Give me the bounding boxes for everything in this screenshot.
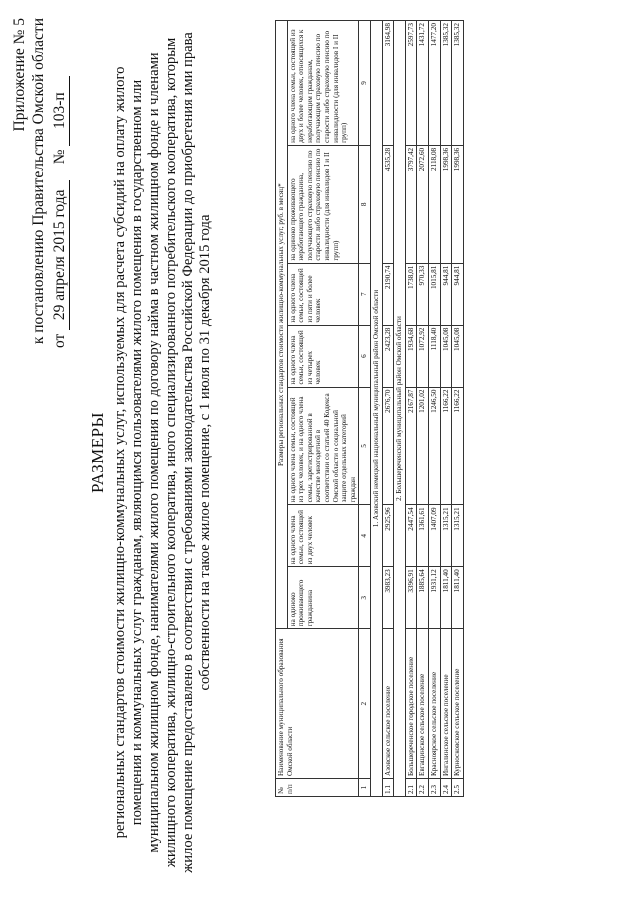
value-cell: 3797,42 (405, 145, 417, 263)
value-cell: 3164,98 (382, 21, 394, 146)
section-row (370, 21, 382, 797)
value-cell: 2676,70 (382, 387, 394, 505)
standards-table (275, 20, 464, 797)
value-cell: 970,33 (417, 263, 429, 325)
value-cell: 2072,60 (417, 145, 429, 263)
column-numbers-row (359, 21, 371, 797)
table-row (405, 21, 417, 797)
col-number: 6 (359, 325, 371, 387)
from-label: от (51, 333, 68, 348)
value-cell: 4535,28 (382, 145, 394, 263)
section-title: 1. Азовский немецкий национальный муниципальный район Омской области (370, 21, 382, 797)
header-row-1 (276, 21, 288, 797)
value-cell: 1166,22 (440, 387, 452, 505)
header-c5: на одного члена семьи, состоящей из пяти и более человек (287, 263, 359, 325)
value-cell: 1407,09 (428, 505, 440, 567)
value-cell: 2167,87 (405, 387, 417, 505)
value-cell: 2447,54 (405, 505, 417, 567)
value-cell: 1361,61 (417, 505, 429, 567)
value-cell: 3396,91 (405, 567, 417, 629)
row-name: Азовское сельское поселение (382, 629, 394, 779)
row-num: 2.5 (452, 779, 464, 797)
value-cell: 1315,21 (452, 505, 464, 567)
header-group: Размеры региональных стандартов стоимости жилищно-коммунальных услуг, руб. в месяц* (276, 21, 288, 629)
header-c4: на одного члена семьи, состоящей из четырех человек (287, 325, 359, 387)
col-number: 8 (359, 145, 371, 263)
table-row (428, 21, 440, 797)
value-cell: 1811,40 (440, 567, 452, 629)
row-num: 2.2 (417, 779, 429, 797)
header-name: Наименование муниципального образования Омской области (276, 629, 359, 779)
value-cell: 1998,36 (452, 145, 464, 263)
appendix-title: Приложение № 5 (11, 18, 28, 132)
row-num: 2.1 (405, 779, 417, 797)
value-cell: 1072,92 (417, 325, 429, 387)
row-name: Евгащинское сельское поселение (417, 629, 429, 779)
col-number: 5 (359, 387, 371, 505)
header-c1: на одиноко проживающего гражданина (287, 567, 359, 629)
document-description: региональных стандартов стоимости жилищно-коммунальных услуг, используемых для расчета субсидий на оплату жилого помещения и коммунальных услуг гражданам, являющимся пользователями жилого помещения в государственном или муниципальном жилищном фонде, нанимателями жилого помещения по договору найма в частном жилищном фонде и членами жилищного кооператива, жилищно-строительного кооператива, иного специализированного потребительского кооператива, которым жилое помещение предоставлено в соответствии с требованиями законодательства Российской Федерации до приобретения ими права собственности на такое жилое помещение, с 1 июля по 31 декабря 2015 года (112, 32, 213, 873)
value-cell: 1118,40 (428, 325, 440, 387)
value-cell: 1015,81 (428, 263, 440, 325)
section-title: 2. Большереченский муниципальный район Омской области (394, 21, 406, 797)
value-cell: 1934,68 (405, 325, 417, 387)
appendix-header (10, 18, 70, 348)
document-title: РАЗМЕРЫ (88, 412, 107, 493)
value-cell: 1045,08 (452, 325, 464, 387)
value-cell: 1931,12 (428, 567, 440, 629)
header-c2: на одного члена семьи, состоящей из двух человек (287, 505, 359, 567)
row-name: Большереченское городское поселение (405, 629, 417, 779)
col-number: 9 (359, 21, 371, 146)
value-cell: 3983,23 (382, 567, 394, 629)
col-number: 7 (359, 263, 371, 325)
row-num: 1.1 (382, 779, 394, 797)
row-name: Ингалинское сельское поселение (440, 629, 452, 779)
col-number: 4 (359, 505, 371, 567)
col-number: 2 (359, 629, 371, 779)
value-cell: 2190,74 (382, 263, 394, 325)
header-c7: на одного члена семьи, состоящей из двух и более человек, относящихся к неработающим гражданам, получающим страховую пенсию по старости либо страховую пенсию по инвалидности (для инвалидов I и II групп) (287, 21, 359, 146)
table-row (382, 21, 394, 797)
row-num: 2.4 (440, 779, 452, 797)
value-cell: 1885,64 (417, 567, 429, 629)
row-name: Красноярское сельское поселение (428, 629, 440, 779)
value-cell: 1998,36 (440, 145, 452, 263)
col-number: 1 (359, 779, 371, 797)
value-cell: 1385,32 (440, 21, 452, 146)
value-cell: 1431,72 (417, 21, 429, 146)
header-c3: на одного члена семьи, состоящей из трех человек, и на одного члена семьи, зарегистрированной в качестве многодетной в соответствии со статьей 40 Кодекса Омской области о социальной защите отдельных категорий граждан (287, 387, 359, 505)
number-label: № (51, 149, 68, 165)
table-row (417, 21, 429, 797)
value-cell: 1385,32 (452, 21, 464, 146)
header-num: № п/п (276, 779, 359, 797)
value-cell: 1477,20 (428, 21, 440, 146)
value-cell: 944,81 (452, 263, 464, 325)
value-cell: 1315,21 (440, 505, 452, 567)
header-c6: на одиноко проживающего неработающего гражданина, получающего страховую пенсию по старости либо страховую пенсию по инвалидности (для инвалидов I и II групп) (287, 145, 359, 263)
table-row (452, 21, 464, 797)
col-number: 3 (359, 567, 371, 629)
table-row (440, 21, 452, 797)
appendix-resolution: к постановлению Правительства Омской области (30, 18, 47, 345)
value-cell: 1811,40 (452, 567, 464, 629)
resolution-date: 29 апреля 2015 года (50, 180, 70, 330)
value-cell: 1738,01 (405, 263, 417, 325)
section-row (394, 21, 406, 797)
value-cell: 1166,22 (452, 387, 464, 505)
resolution-number: 103-п (50, 76, 70, 146)
value-cell: 1201,02 (417, 387, 429, 505)
value-cell: 2423,28 (382, 325, 394, 387)
value-cell: 2597,73 (405, 21, 417, 146)
value-cell: 2925,96 (382, 505, 394, 567)
value-cell: 1246,50 (428, 387, 440, 505)
appendix-date-line (50, 18, 70, 348)
row-name: Курносковское сельское поселение (452, 629, 464, 779)
value-cell: 1045,08 (440, 325, 452, 387)
row-num: 2.3 (428, 779, 440, 797)
value-cell: 944,81 (440, 263, 452, 325)
value-cell: 2118,08 (428, 145, 440, 263)
